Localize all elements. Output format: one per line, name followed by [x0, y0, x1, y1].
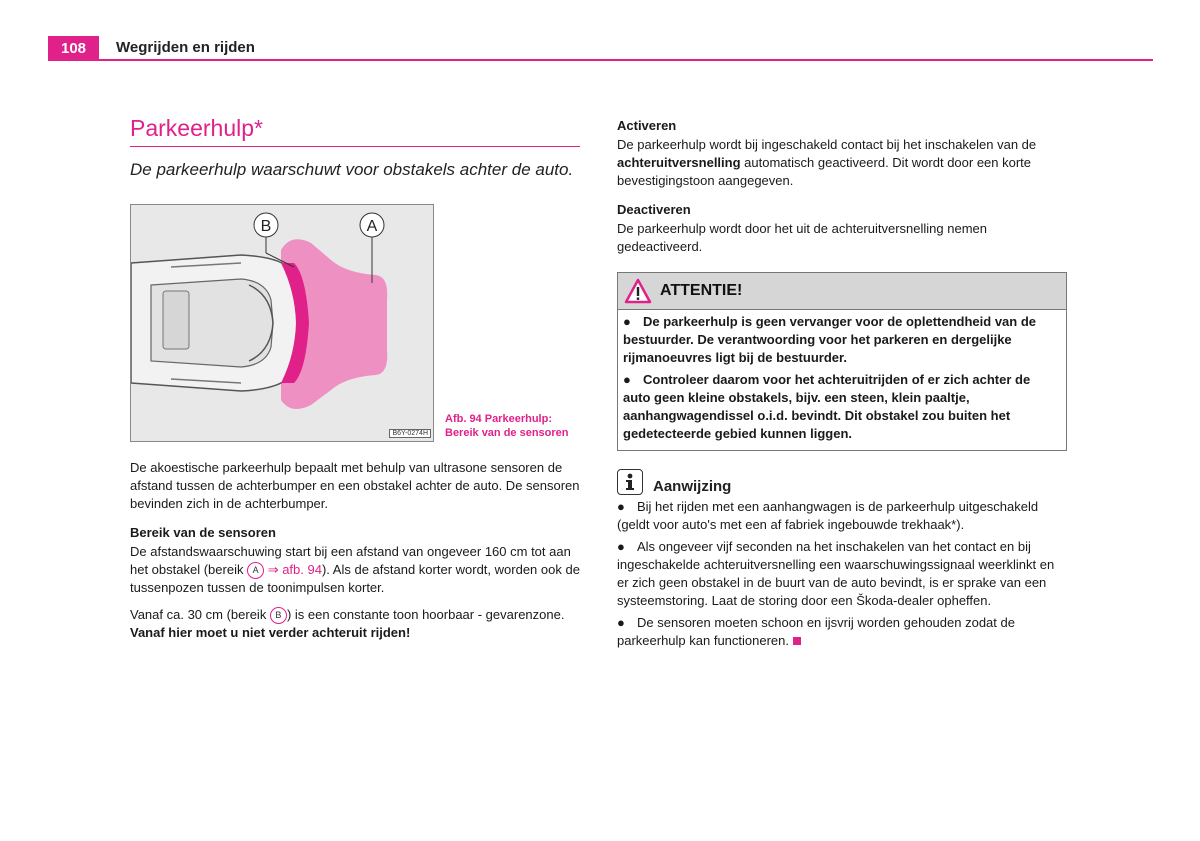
- bullet-icon: ●: [623, 372, 631, 387]
- note-title: Aanwijzing: [653, 478, 732, 495]
- bullet-icon: ●: [617, 539, 625, 554]
- paragraph-range: [130, 543, 580, 597]
- note-item: [617, 538, 1067, 610]
- figure-caption-line1: Afb. 94 Parkeerhulp:: [445, 413, 552, 425]
- activate-text-post: automatisch geactiveerd. Dit wordt door een korte bevestigingstoon aangegeven.: [617, 155, 1032, 188]
- header-rule: [48, 59, 1153, 61]
- warning-title: ATTENTIE!: [660, 282, 743, 299]
- warning-box: [617, 272, 1067, 451]
- warning-header: [618, 273, 1066, 310]
- figure-link[interactable]: ⇒ afb. 94: [264, 562, 322, 577]
- section-title: Parkeerhulp*: [130, 115, 263, 141]
- section-intro: De parkeerhulp waarschuwt voor obstakels achter de auto.: [130, 160, 574, 179]
- callout-a-label: A: [366, 218, 378, 235]
- figure-caption-line2: Bereik van de sensoren: [445, 427, 569, 439]
- subheading-range: Bereik van de sensoren: [130, 525, 276, 540]
- subheading-deactivate: Deactiveren: [617, 202, 691, 217]
- note-item-text: De sensoren moeten schoon en ijsvrij worden gehouden zodat de parkeerhulp kan functioneren.: [617, 615, 1015, 648]
- note-item: [617, 498, 1067, 534]
- car-sunroof: [163, 291, 189, 349]
- warning-item: [623, 371, 1061, 443]
- warning-item-text: Controleer daarom voor het achteruitrijden of er zich achter de auto geen kleine obstakels, bijv. een steen, klein paaltje, aanhangwagendissel o.i.d. bevindt. Dit obstakel zou buiten het gedetecteerde gebied kunnen liggen.: [623, 372, 1031, 441]
- figure-row: [130, 204, 580, 442]
- figure-code: B6Y-0274H: [389, 429, 431, 438]
- warning-triangle-icon: [624, 278, 652, 304]
- note-item-text: Als ongeveer vijf seconden na het inschakelen van het contact en bij ingeschakelde achteruitversnelling een waarschuwingssignaal weerklinkt en er zich geen obstakel in de buurt van de auto bevindt, is er sprake van een systeemstoring. Laat de storing door een Škoda-dealer opheffen.: [617, 539, 1055, 608]
- danger-text-bold: Vanaf hier moet u niet verder achteruit rijden!: [130, 625, 411, 641]
- bullet-icon: ●: [617, 499, 625, 514]
- danger-text-mid: ) is een constante toon hoorbaar - gevarenzone.: [286, 607, 565, 623]
- info-icon: [617, 469, 643, 495]
- right-column: [617, 118, 1067, 654]
- page-number: 108: [48, 36, 99, 61]
- parking-sensor-figure: [130, 204, 434, 442]
- bullet-icon: ●: [617, 615, 625, 630]
- chapter-title: Wegrijden en rijden: [116, 39, 255, 56]
- note-header: [617, 469, 1067, 495]
- range-text-pre: De afstandswaarschuwing start bij een afstand van ongeveer 160 cm tot aan het obstakel (bereik: [130, 544, 571, 577]
- warning-body: [618, 310, 1066, 450]
- zone-a-marker: A: [247, 562, 264, 579]
- paragraph-danger-zone: [130, 606, 580, 642]
- note-item: [617, 614, 1067, 650]
- range-text-post: ). Als de afstand korter wordt, worden ook de tussenpozen tussen de toonimpulsen korter.: [130, 562, 580, 596]
- section-end-marker: [793, 637, 801, 645]
- subheading-activate: Activeren: [617, 118, 677, 133]
- paragraph-deactivate: De parkeerhulp wordt door het uit de achteruitversnelling nemen gedeactiveerd.: [617, 221, 987, 254]
- left-column: [130, 115, 580, 651]
- warning-item: [623, 313, 1061, 367]
- bullet-icon: ●: [623, 314, 631, 329]
- zone-b-marker: B: [270, 607, 287, 624]
- activate-text-bold: achteruitversnelling: [617, 155, 741, 170]
- warning-item-text: De parkeerhulp is geen vervanger voor de oplettendheid van de bestuurder. De verantwoording voor het parkeren en dergelijke rijmanoeuvres ligt bij de bestuurder.: [623, 314, 1037, 365]
- danger-text-pre: Vanaf ca. 30 cm (bereik: [130, 607, 270, 623]
- title-rule: [130, 146, 580, 147]
- parking-sensor-illustration: [131, 205, 433, 441]
- paragraph-activate: [617, 136, 1067, 190]
- note-item-text: Bij het rijden met een aanhangwagen is de parkeerhulp uitgeschakeld (geldt voor auto's met een af fabriek ingebouwde trekhaak*).: [617, 499, 1039, 532]
- callout-b-label: B: [260, 218, 272, 235]
- paragraph-intro: De akoestische parkeerhulp bepaalt met behulp van ultrasone sensoren de afstand tussen de achterbumper en een obstakel achter de auto. De sensoren bevinden zich in de achterbumper.: [130, 460, 580, 511]
- figure-caption: [445, 412, 569, 440]
- activate-text-pre: De parkeerhulp wordt bij ingeschakeld contact bij het inschakelen van de: [617, 137, 1037, 152]
